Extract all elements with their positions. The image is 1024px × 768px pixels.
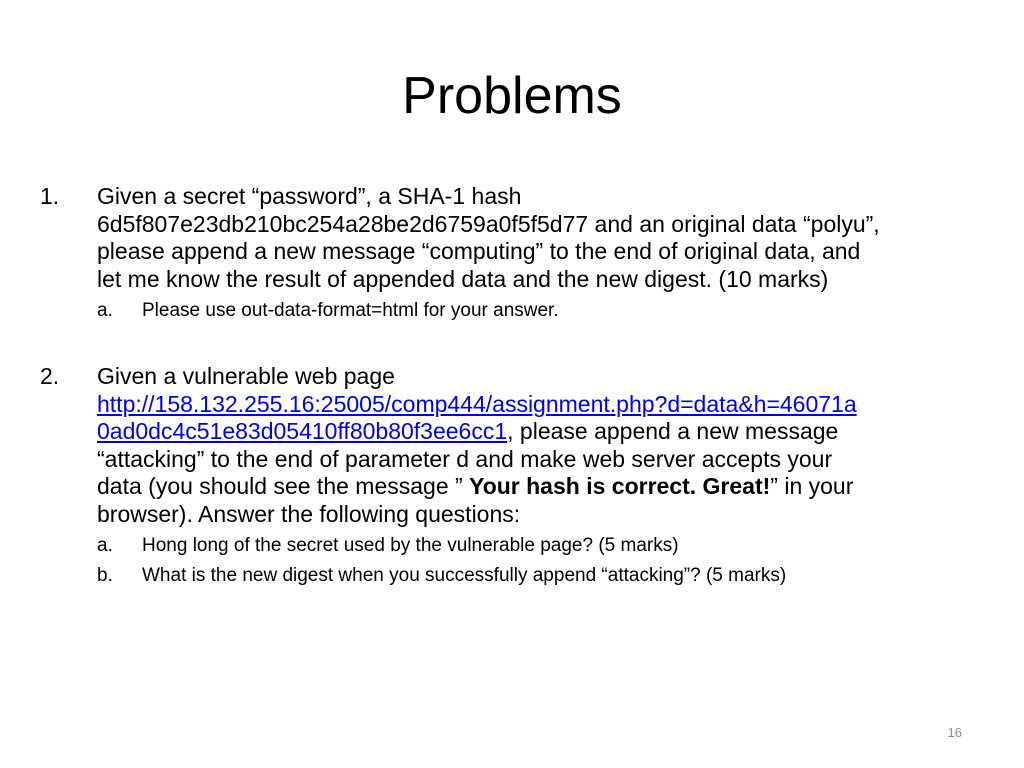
problem-1-subitem-a	[97, 299, 1000, 323]
problem-2-line-4: “attacking” to the end of parameter d and make web server accepts your	[97, 445, 833, 472]
problem-2	[40, 363, 1000, 588]
subitem-text: Please use out-data-format=html for your answer.	[142, 300, 559, 321]
problem-2-line-5	[97, 473, 1000, 501]
problem-2-text	[97, 363, 1000, 528]
vulnerable-page-link-continued[interactable]: 0ad0dc4c51e83d05410ff80b80f3ee6cc1	[97, 418, 508, 444]
message-suffix: ” in your	[770, 473, 854, 499]
problem-1-line-3: please append a new message “computing” to the end of original data, and	[97, 238, 861, 264]
message-prefix: data (you should see the message ”	[97, 473, 470, 499]
problem-2-line-1: Given a vulnerable web page	[97, 363, 395, 389]
problem-1	[40, 183, 1000, 323]
problem-1-line-2: 6d5f807e23db210bc254a28be2d6759a0f5f5d77 and an original data “polyu”,	[97, 210, 880, 237]
subitem-marker: b.	[97, 565, 113, 586]
problem-number: 2.	[40, 363, 60, 389]
problem-2-subitem-b	[97, 564, 1000, 588]
subitem-marker: a.	[97, 300, 113, 321]
problem-1-line-1: Given a secret “password”, a SHA-1 hash	[97, 183, 522, 209]
after-link-text: , please append a new message	[507, 418, 839, 444]
subitem-text: What is the new digest when you successfully append “attacking”? (5 marks)	[142, 565, 787, 586]
subitem-text: Hong long of the secret used by the vulnerable page? (5 marks)	[142, 535, 679, 556]
problem-2-line-2	[97, 391, 1000, 419]
page-number: 16	[947, 725, 962, 740]
problem-2-line-6: browser). Answer the following questions:	[97, 500, 521, 527]
problem-2-line-3	[97, 418, 1000, 446]
problem-1-text	[97, 183, 1000, 293]
vulnerable-page-link[interactable]: http://158.132.255.16:25005/comp444/assignment.php?d=data&h=46071a	[97, 390, 857, 417]
slide-title: Problems	[402, 67, 622, 125]
problem-number: 1.	[40, 183, 60, 209]
subitem-marker: a.	[97, 535, 113, 556]
problem-1-line-4: let me know the result of appended data and the new digest. (10 marks)	[97, 265, 829, 292]
success-message: Your hash is correct. Great!	[469, 473, 771, 499]
problem-2-subitem-a	[97, 534, 1000, 558]
